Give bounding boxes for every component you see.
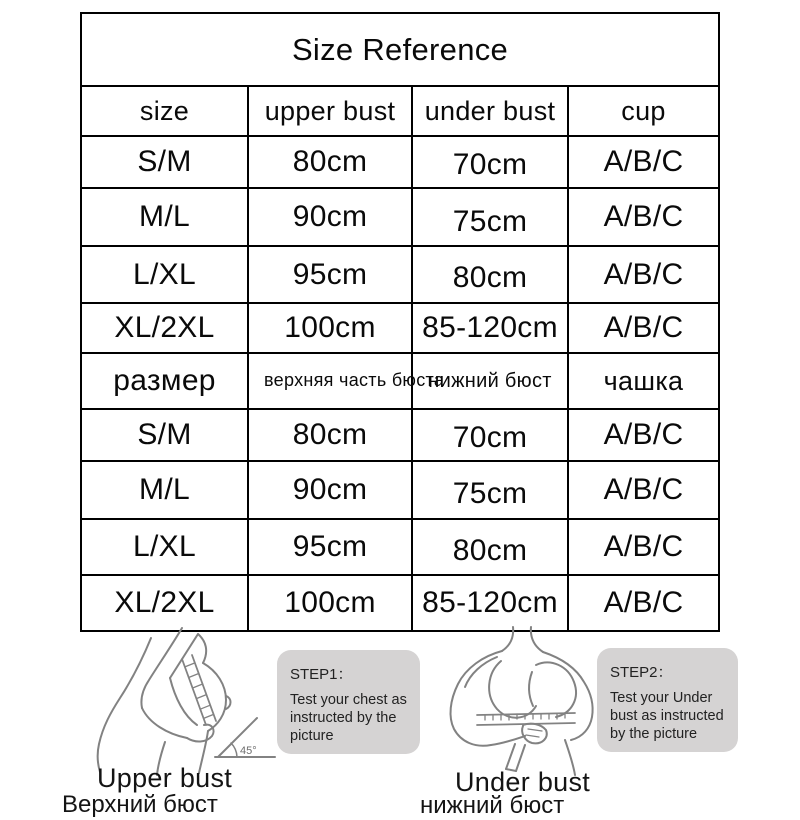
figure-forearm-top [170,678,197,725]
cell-upper-bust: 90cm [248,188,412,246]
under-bust-illustration [435,627,605,777]
figure-right-arm [543,652,593,740]
figure-fingers [526,729,542,737]
angle-arc [231,743,237,757]
cell-size: XL/2XL [81,303,248,353]
cell-under-bust: 80cm [412,246,568,303]
table-row [81,188,719,246]
cell-size: M/L [81,461,248,519]
cell-under-bust: 75cm [412,188,568,246]
figure-neck-chest [198,634,206,663]
table-header-row-en [81,86,719,136]
angle-45-label: 45° [240,745,257,757]
table-row [81,136,719,188]
figure-forearm-bottom [142,708,187,738]
upper-bust-caption: Upper bust [97,763,233,793]
table-title: Size Reference [81,13,719,86]
cell-cup: A/B/C [568,409,719,461]
cell-cup: A/B/C [568,519,719,575]
upper-bust-illustration [85,626,285,778]
under-bust-caption-ru-cutoff: нижний бюст [420,792,565,819]
figure-neck-left [502,627,513,651]
cell-under-bust: 85-120cm [412,303,568,353]
header-upper-bust-ru-text: верхняя часть бюста [264,370,445,391]
cell-cup: A/B/C [568,575,719,631]
header-upper-bust: upper bust [248,86,412,136]
tape-end-strap [506,744,515,769]
figure-left-forearm [491,736,525,745]
cell-cup: A/B/C [568,246,719,303]
header-size-ru: размер [81,353,248,409]
table-header-row-ru [81,353,719,409]
header-cup: cup [568,86,719,136]
cell-size: S/M [81,409,248,461]
table-row [81,246,719,303]
figure-hand [522,724,547,744]
measuring-tape-ticks [185,663,214,719]
upper-bust-caption-ru-cutoff: Верхний бюст [62,791,218,818]
cell-size: XL/2XL [81,575,248,631]
table-row [81,303,719,353]
cell-upper-bust: 95cm [248,246,412,303]
step2-heading: STEP2： [610,664,673,681]
step2-instruction-box [597,648,738,752]
cell-upper-bust: 90cm [248,461,412,519]
cell-cup: A/B/C [568,188,719,246]
table-title-row [81,13,719,86]
cell-under-bust: 85-120cm [412,575,568,631]
figure-left-arm-outer [451,651,502,746]
cell-under-bust: 80cm [412,519,568,575]
cell-cup: A/B/C [568,461,719,519]
step1-heading: STEP1： [290,666,353,683]
under-bust-caption: Under bust [455,767,591,797]
cell-upper-bust: 80cm [248,136,412,188]
step1-body: Test your chest as instructed by the picture [290,692,407,744]
header-upper-bust-ru [248,353,445,409]
figure-back-line [98,638,151,772]
cell-upper-bust: 100cm [248,303,412,353]
header-size: size [81,86,248,136]
header-cup-ru: чашка [568,353,719,409]
cell-under-bust: 75cm [412,461,568,519]
measuring-tape-edge [192,655,216,721]
cell-under-bust: 70cm [412,409,568,461]
table-row [81,575,719,631]
cell-upper-bust: 95cm [248,519,412,575]
figure-cleavage [529,672,533,706]
figure-hand [187,725,214,742]
cell-size: S/M [81,136,248,188]
table-row [81,461,719,519]
header-under-bust: under bust [412,86,568,136]
cell-size: L/XL [81,246,248,303]
cell-under-bust: 70cm [412,136,568,188]
size-reference-table [80,12,720,632]
cell-upper-bust: 80cm [248,409,412,461]
cell-size: L/XL [81,519,248,575]
step1-instruction-box [277,650,420,754]
step2-body: Test your Under bust as instructed by the picture [610,690,724,742]
header-under-bust-ru: нижний бюст [412,353,568,409]
figure-right-breast [536,662,576,717]
cell-cup: A/B/C [568,303,719,353]
cell-cup: A/B/C [568,136,719,188]
cell-upper-bust: 100cm [248,575,412,631]
table-row [81,519,719,575]
table-row [81,409,719,461]
figure-neck-right [531,627,543,652]
cell-size: M/L [81,188,248,246]
